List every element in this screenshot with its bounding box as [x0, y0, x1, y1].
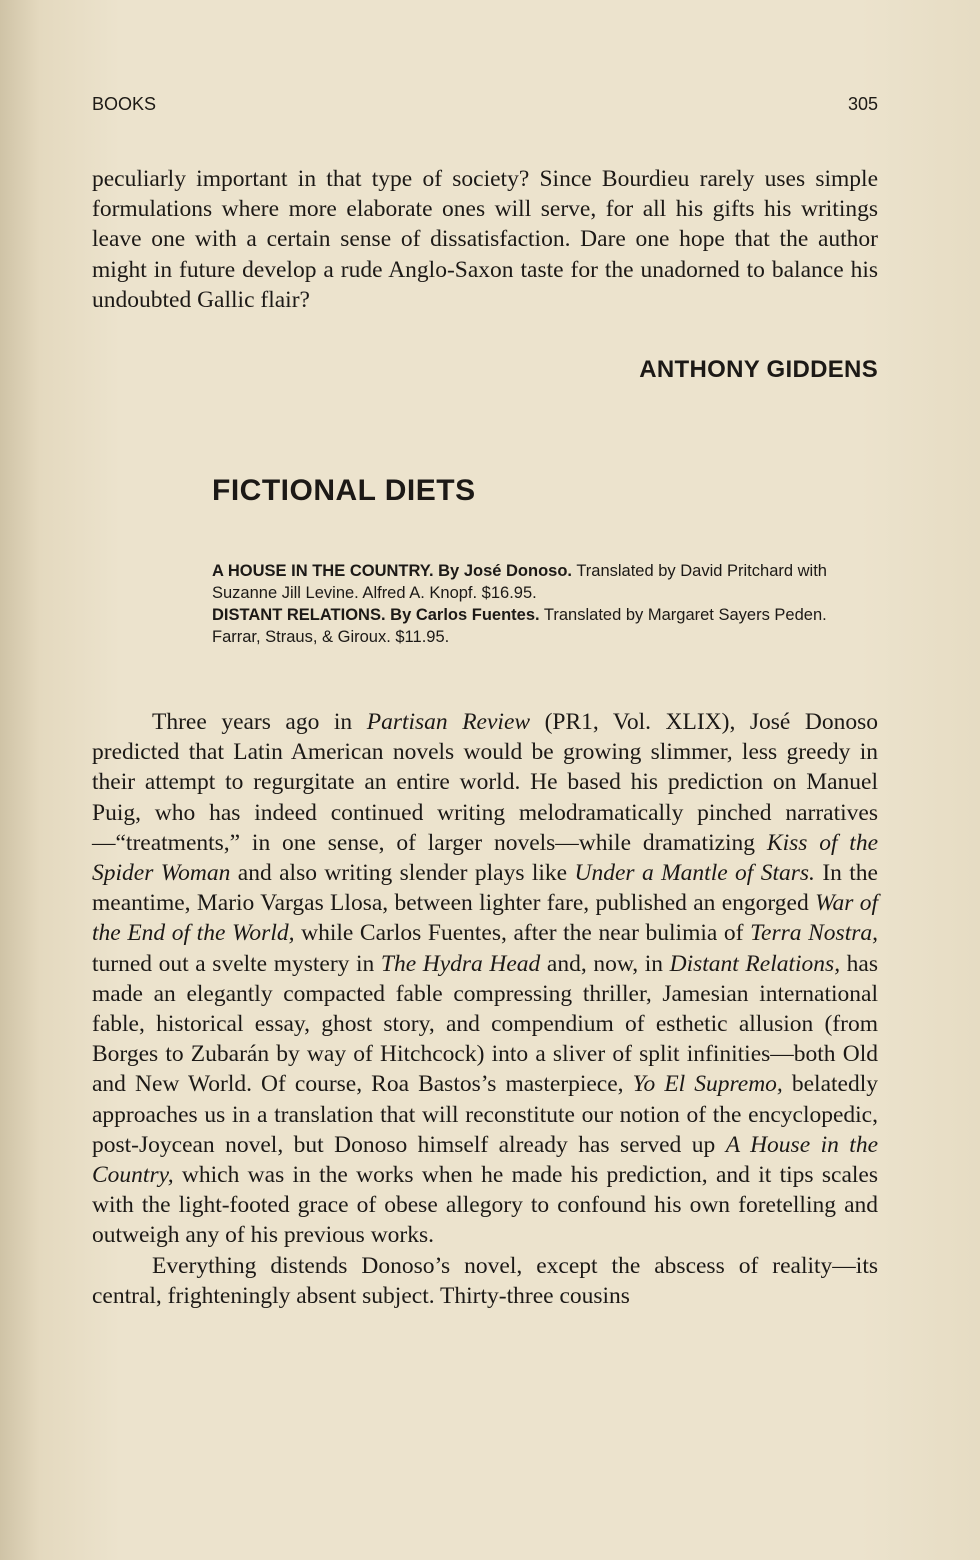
italic-title: Under a Mantle of Stars.: [574, 860, 815, 887]
text-run: and also writing slender plays like: [230, 860, 575, 887]
book-details: Translated by David Pritchard with Suzanne Jill Levine. Alfred A. Knopf. $16.95.: [212, 562, 827, 602]
italic-title: Partisan Review: [366, 709, 531, 735]
book-entry: [212, 604, 878, 648]
article-title: FICTIONAL DIETS: [212, 474, 476, 507]
page-number: 305: [847, 94, 878, 114]
article-body: [92, 707, 878, 1311]
book-title: A HOUSE IN THE COUNTRY.: [212, 562, 434, 580]
italic-title: War of the End of the World,: [92, 890, 879, 947]
book-author: By Carlos Fuentes.: [390, 606, 540, 624]
italic-title: A House in the Country,: [92, 1131, 878, 1189]
books-under-review: [212, 560, 878, 648]
book-entry: [212, 560, 878, 604]
previous-review-closing-paragraph: peculiarly important in that type of society? Since Bourdieu rarely uses simple formulations where more elaborate ones will serve, for all his gifts his writings leave one with a certain sense of dissatisfaction. Dare one hope that the author might in future develop a rude Anglo-Saxon taste for the unadorned to balance his undoubted Gallic flair?: [92, 166, 878, 313]
text-run: while Carlos Fuentes, after the near bulimia of: [294, 920, 751, 947]
book-details: Translated by Margaret Sayers Peden. Farrar, Straus, & Giroux. $11.95.: [212, 606, 827, 646]
text-run: Three years ago in: [152, 709, 367, 735]
italic-title: Distant Relations,: [669, 950, 841, 977]
book-title: DISTANT RELATIONS.: [212, 606, 386, 624]
reviewer-signature: ANTHONY GIDDENS: [639, 356, 878, 383]
body-paragraph: [92, 707, 878, 1251]
italic-title: Yo El Supremo,: [632, 1071, 783, 1098]
text-run: has made an elegantly compacted fable compressing thriller, Jamesian international fable, historical essay, ghost story, and compendium of esthetic allusion (from Borges to Zubarán by way of Hitchcock) into a sliver of split infinities—both Old and New World. Of course, Roa Bastos’s masterpiece,: [92, 950, 879, 1098]
body-paragraph: Everything distends Donoso’s novel, except the abscess of reality—its central, frighteningly absent subject. Thirty-three cousins: [92, 1252, 878, 1309]
text-run: turned out a svelte mystery in: [92, 950, 381, 977]
text-run: In the meantime, Mario Vargas Llosa, between lighter fare, published an engorged: [92, 860, 878, 917]
italic-title: Kiss of the Spider Woman: [92, 829, 879, 887]
section-label: BOOKS: [92, 94, 157, 114]
text-run: and, now, in: [540, 950, 670, 977]
text-run: belatedly approaches us in a translation that will reconstitute our notion of the encyclopedic, post-Joycean novel, but Donoso himself already has served up: [92, 1071, 878, 1158]
text-run: which was in the works when he made his prediction, and it tips scales with the light-footed grace of obese allegory to confound his own foretelling and outweigh any of his previous works.: [92, 1162, 878, 1249]
italic-title: Terra Nostra,: [750, 920, 878, 947]
book-author: By José Donoso.: [438, 562, 573, 580]
text-run: (PR1, Vol. XLIX), José Donoso predicted that Latin American novels would be growing slimmer, less greedy in their attempt to regurgitate an entire world. He based his prediction on Manuel Puig, who has indeed continued writing melodramatically pinched narratives—“treatments,” in one sense, of larger novels—while dramatizing: [92, 709, 878, 856]
italic-title: The Hydra Head: [380, 950, 541, 977]
